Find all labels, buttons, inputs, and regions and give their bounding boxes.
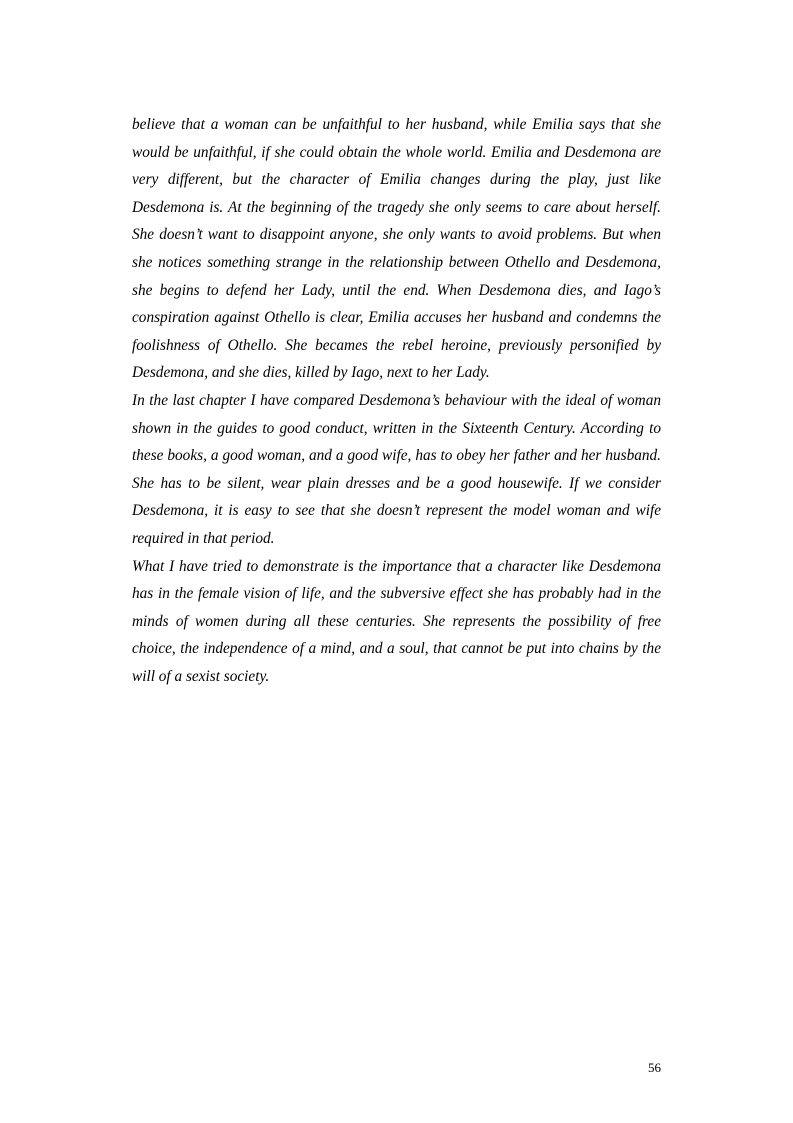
paragraph-conduct-guides: In the last chapter I have compared Desdemona’s behaviour with the ideal of woman shown in the guides to good conduct, written in the Sixteenth Century. According to these books, a good woman, and a good wife, has to obey her father and her husband. She has to be silent, wear plain dresses and be a good housewife. If we consider Desdemona, it is easy to see that she doesn’t represent the model woman and wife required in that period.	[132, 391, 661, 547]
body-text	[132, 111, 661, 690]
paragraph-conclusion: What I have tried to demonstrate is the importance that a character like Desdemona has in the female vision of life, and the subversive effect she has probably had in the minds of women during all these centuries. She represents the possibility of free choice, the independence of a mind, and a soul, that cannot be put into chains by the will of a sexist society.	[132, 557, 661, 685]
paragraph-emilia: believe that a woman can be unfaithful to her husband, while Emilia says that she would be unfaithful, if she could obtain the whole world. Emilia and Desdemona are very different, but the character of Emilia changes during the play, just like Desdemona is. At the beginning of the tragedy she only seems to care about herself. She doesn’t want to disappoint anyone, she only wants to avoid problems. But when she notices something strange in the relationship between Othello and Desdemona, she begins to defend her Lady, until the end. When Desdemona dies, and Iago’s conspiration against Othello is clear, Emilia accuses her husband and condemns the foolishness of Othello. She becames the rebel heroine, previously personified by Desdemona, and she dies, killed by Iago, next to her Lady.	[132, 116, 661, 382]
page-number: 56	[648, 1060, 661, 1075]
